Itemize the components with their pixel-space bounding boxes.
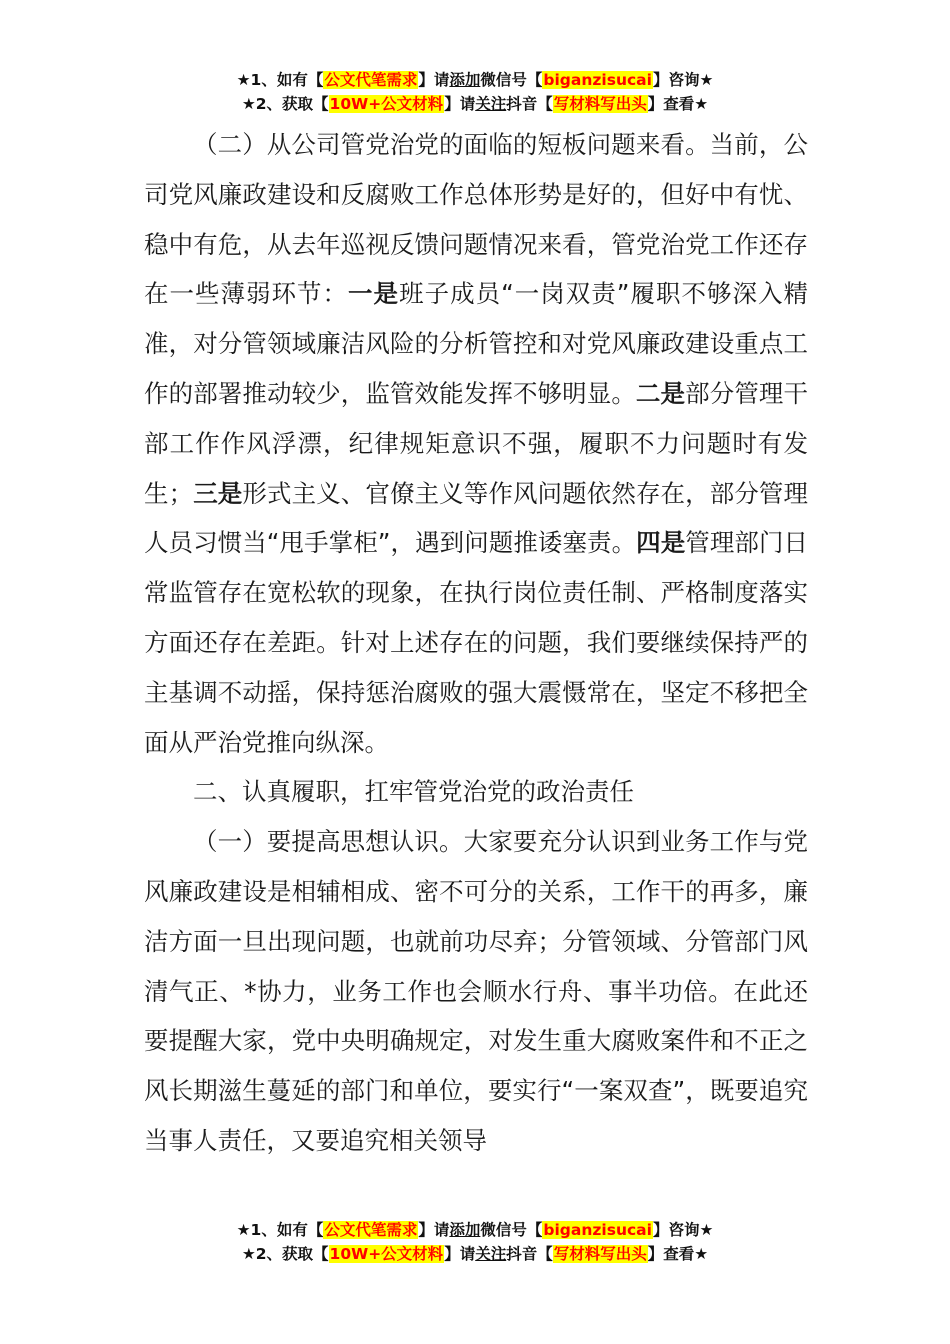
promo-text: ★1、如有【 <box>236 71 324 89</box>
promo-text: 】请 <box>418 71 450 89</box>
promo-text: 抖音【 <box>506 95 553 113</box>
paragraph-text: 形式主义、官僚主义等作风问题依然存在，部分管理人员习惯当“甩手掌柜”，遇到问题推诿塞责。 <box>144 478 809 558</box>
promo-line-1 <box>0 1218 950 1242</box>
promo-highlight: 公文代笔需求 <box>324 71 418 89</box>
promo-underline: 添加 <box>449 71 481 89</box>
promo-text: 】请 <box>418 1221 450 1239</box>
paragraph-text: 部分管理干部工作作风浮漂，纪律规矩意识不强，履职不力问题时有发生； <box>144 378 809 508</box>
point-marker: 二是 <box>635 378 686 408</box>
promo-text: 抖音【 <box>506 1245 553 1263</box>
promo-text: ★2、获取【 <box>241 1245 329 1263</box>
promo-text: 微信号【 <box>480 71 543 89</box>
promo-line-2 <box>0 92 950 116</box>
promo-highlight: 10W+公文材料 <box>329 1245 444 1263</box>
header-promo-banner <box>0 68 950 116</box>
promo-underline: 添加 <box>449 1221 481 1239</box>
promo-douyin-id: 写材料写出头 <box>553 1245 647 1263</box>
paragraph-text: 管理部门日常监管存在宽松软的现象，在执行岗位责任制、严格制度落实方面还存在差距。针对上述存在的问题，我们要继续保持严的主基调不动摇，保持惩治腐败的强大震慑常在，坚定不移把全面从严治党推向纵深。 <box>144 528 809 757</box>
promo-text: ★2、获取【 <box>241 95 329 113</box>
paragraph-awareness: （一）要提高思想认识。大家要充分认识到业务工作与党风廉政建设是相辅相成、密不可分的关系，工作干的再多，廉洁方面一旦出现问题，也就前功尽弃；分管领域、分管部门风清气正、*协力，业务工作也会顺水行舟、事半功倍。在此还要提醒大家，党中央明确规定，对发生重大腐败案件和不正之风长期滋生蔓延的部门和单位，要实行“一案双查”，既要追究当事人责任，又要追究相关领导 <box>144 827 808 1155</box>
promo-highlight: 公文代笔需求 <box>324 1221 418 1239</box>
promo-text: 】请 <box>444 1245 476 1263</box>
promo-text: ★1、如有【 <box>236 1221 324 1239</box>
promo-wechat-id: biganzisucai <box>543 1221 652 1239</box>
footer-promo-banner <box>0 1218 950 1266</box>
section-heading: 二、认真履职，扛牢管党治党的政治责任 <box>193 777 634 807</box>
promo-line-1 <box>0 68 950 92</box>
document-body <box>144 120 808 1166</box>
promo-underline: 关注 <box>475 95 507 113</box>
promo-line-2 <box>0 1242 950 1266</box>
promo-text: 】查看★ <box>647 1245 709 1263</box>
promo-text: 微信号【 <box>480 1221 543 1239</box>
promo-text: 】查看★ <box>647 95 709 113</box>
promo-text: 】咨询★ <box>652 71 714 89</box>
promo-underline: 关注 <box>475 1245 507 1263</box>
promo-highlight: 10W+公文材料 <box>329 95 444 113</box>
paragraph-shortcomings <box>144 120 808 767</box>
point-marker: 三是 <box>193 478 243 508</box>
promo-text: 】请 <box>444 95 476 113</box>
promo-douyin-id: 写材料写出头 <box>553 95 647 113</box>
paragraph-text: （二）从公司管党治党的面临的短板问题来看。当前，公司党风廉政建设和反腐败工作总体形势是好的，但好中有忧、稳中有危，从去年巡视反馈问题情况来看，管党治党工作还存在一些薄弱环节： <box>144 130 808 309</box>
paragraph-text: 班子成员“一岗双责”履职不够深入精准，对分管领域廉洁风险的分析管控和对党风廉政建设重点工作的部署推动较少，监管效能发挥不够明显。 <box>144 279 809 408</box>
point-marker: 一是 <box>348 279 400 309</box>
point-marker: 四是 <box>636 528 686 558</box>
promo-text: 】咨询★ <box>652 1221 714 1239</box>
promo-wechat-id: biganzisucai <box>543 71 652 89</box>
